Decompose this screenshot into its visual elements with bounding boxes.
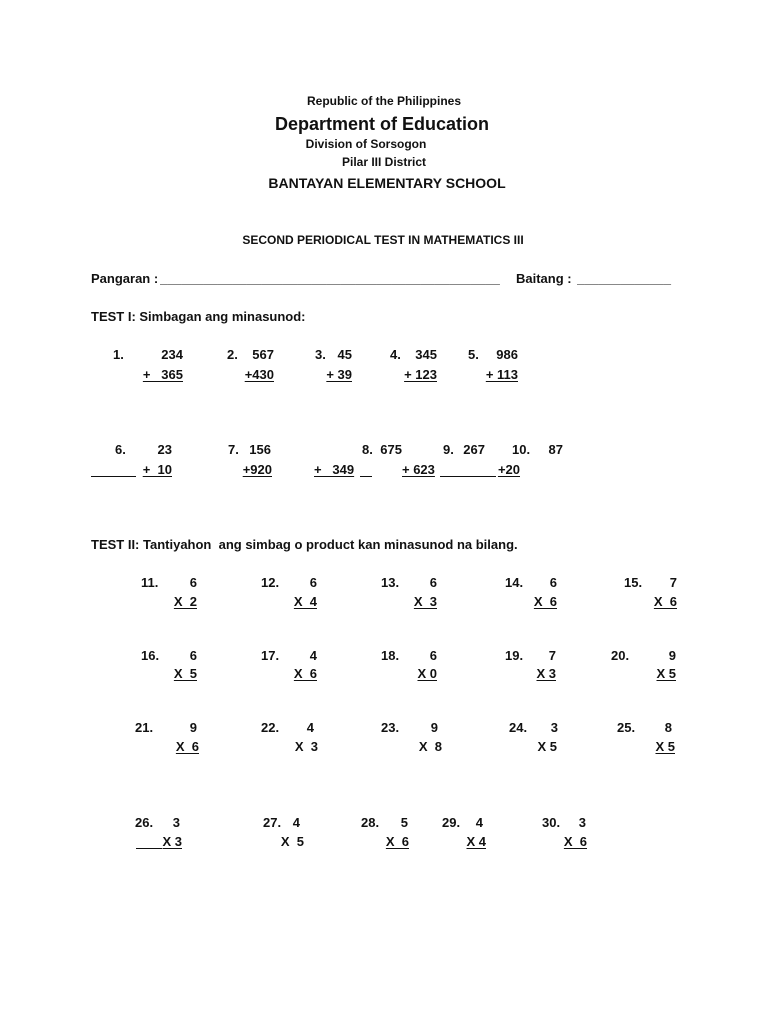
item-bottom-operand: X 6	[563, 834, 587, 849]
item-top-operand: 6	[189, 575, 197, 590]
item-number: 27.	[263, 815, 282, 830]
item-number: 1.	[113, 347, 124, 362]
item-top-operand: 3	[578, 815, 586, 830]
item-bottom-operand: X 8	[418, 739, 442, 754]
item-bottom-operand: X 6	[175, 739, 199, 754]
item-top-operand: 6	[429, 648, 437, 663]
test1-instruction: TEST I: Simbagan ang minasunod:	[91, 309, 306, 324]
item-number: 28.	[361, 815, 380, 830]
item-number: 8.	[362, 442, 373, 457]
test-title: SECOND PERIODICAL TEST IN MATHEMATICS III	[242, 233, 524, 247]
item-number: 25.	[617, 720, 636, 735]
item-number: 24.	[509, 720, 528, 735]
name-label: Pangaran :	[91, 271, 159, 286]
item-top-operand: 567	[252, 347, 274, 362]
item-number: 12.	[261, 575, 280, 590]
item-number: 23.	[381, 720, 400, 735]
school-name: BANTAYAN ELEMENTARY SCHOOL	[268, 175, 506, 191]
item-number: 6.	[115, 442, 126, 457]
department-title: Department of Education	[274, 114, 490, 134]
item-top-operand: 4	[292, 815, 300, 830]
item-top-operand: 3	[172, 815, 180, 830]
item-number: 14.	[505, 575, 524, 590]
item-top-operand: 8	[664, 720, 672, 735]
test2-instruction: TEST II: Tantiyahon ang simbag o product kan minasunod na bilang.	[91, 537, 518, 552]
item-number: 7.	[228, 442, 239, 457]
item-top-operand: 3	[550, 720, 558, 735]
item-bottom-operand: X 6	[385, 834, 409, 849]
item-bottom-operand: X 5	[173, 666, 197, 681]
item-number: 13.	[381, 575, 400, 590]
item-bottom-operand: +430	[244, 367, 274, 382]
item-number: 19.	[505, 648, 524, 663]
item-bottom-operand: + 113	[485, 367, 518, 382]
name-blank[interactable]: _______________________________________________	[160, 272, 500, 285]
item-bottom-operand: + 349	[314, 462, 355, 477]
item-top-operand: 6	[429, 575, 437, 590]
item-top-operand: 156	[249, 442, 271, 457]
item-top-operand: 345	[415, 347, 437, 362]
item-top-operand: 4	[306, 720, 314, 735]
item-number: 16.	[141, 648, 160, 663]
item-bottom-operand: + 10	[142, 462, 172, 477]
item-top-operand: 267	[463, 442, 485, 457]
answer-line	[360, 476, 372, 477]
answer-line	[91, 476, 136, 477]
item-number: 20.	[611, 648, 630, 663]
item-bottom-operand: + 365	[142, 367, 183, 382]
item-bottom-operand: +20	[497, 462, 520, 477]
item-top-operand: 23	[157, 442, 172, 457]
item-bottom-operand: X 4	[466, 834, 486, 849]
item-bottom-operand: X 5	[280, 834, 304, 849]
item-number: 29.	[442, 815, 461, 830]
item-top-operand: 7	[548, 648, 556, 663]
item-top-operand: 9	[430, 720, 438, 735]
item-top-operand: 4	[475, 815, 483, 830]
district-line: Pilar III District	[341, 155, 427, 169]
item-bottom-operand: X 5	[537, 739, 557, 754]
item-number: 10.	[512, 442, 531, 457]
item-bottom-operand: X 3	[413, 594, 437, 609]
item-bottom-operand: X 4	[293, 594, 317, 609]
item-bottom-operand: X 6	[533, 594, 557, 609]
republic-line: Republic of the Philippines	[306, 94, 462, 108]
item-bottom-operand: X 3	[162, 834, 182, 849]
item-top-operand: 6	[309, 575, 317, 590]
answer-line	[440, 476, 496, 477]
item-number: 21.	[135, 720, 154, 735]
item-top-operand: 87	[548, 442, 563, 457]
item-bottom-operand: X 5	[656, 666, 676, 681]
item-bottom-operand: X 2	[173, 594, 197, 609]
item-top-operand: 675	[380, 442, 402, 457]
grade-blank[interactable]: _____________	[577, 272, 671, 285]
item-bottom-operand: + 39	[326, 367, 352, 382]
item-bottom-operand: X 6	[293, 666, 317, 681]
item-bottom-operand: X 3	[294, 739, 318, 754]
item-number: 9.	[443, 442, 454, 457]
item-number: 22.	[261, 720, 280, 735]
item-bottom-operand: X 3	[536, 666, 556, 681]
item-bottom-operand: X 6	[653, 594, 677, 609]
item-bottom-operand: X 0	[417, 666, 437, 681]
item-bottom-operand: X 5	[655, 739, 675, 754]
item-number: 30.	[542, 815, 561, 830]
item-number: 17.	[261, 648, 280, 663]
item-top-operand: 986	[496, 347, 518, 362]
item-number: 15.	[624, 575, 643, 590]
item-top-operand: 45	[337, 347, 352, 362]
item-number: 4.	[390, 347, 401, 362]
item-number: 3.	[315, 347, 326, 362]
division-line: Division of Sorsogon	[305, 137, 427, 151]
item-top-operand: 234	[161, 347, 183, 362]
item-top-operand: 9	[668, 648, 676, 663]
item-number: 18.	[381, 648, 400, 663]
item-number: 5.	[468, 347, 479, 362]
answer-line	[136, 848, 162, 849]
item-top-operand: 9	[189, 720, 197, 735]
item-number: 11.	[141, 575, 159, 590]
item-top-operand: 6	[189, 648, 197, 663]
item-bottom-operand: + 123	[404, 367, 437, 382]
item-number: 2.	[227, 347, 238, 362]
item-top-operand: 5	[400, 815, 408, 830]
item-top-operand: 4	[309, 648, 317, 663]
item-bottom-operand: +920	[242, 462, 272, 477]
item-top-operand: 7	[669, 575, 677, 590]
item-top-operand: 6	[549, 575, 557, 590]
item-number: 26.	[135, 815, 154, 830]
grade-label: Baitang :	[516, 271, 572, 286]
item-bottom-operand: + 623	[402, 462, 435, 477]
